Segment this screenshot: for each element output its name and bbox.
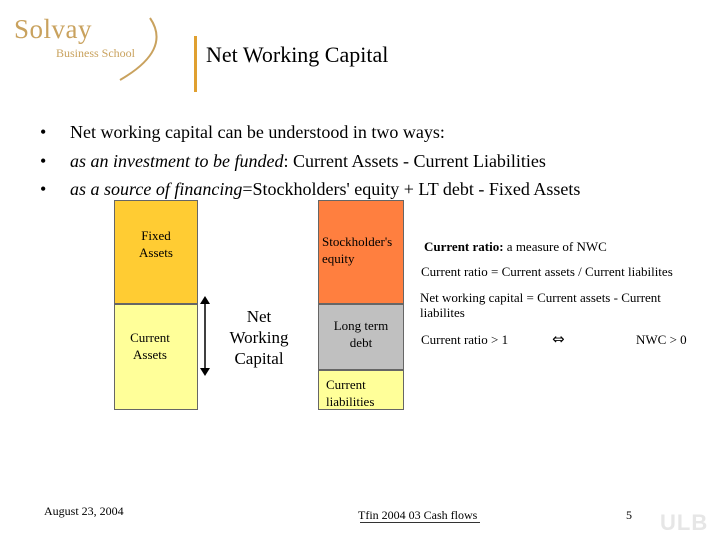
bullet-item bbox=[40, 147, 580, 176]
nwc-double-arrow bbox=[198, 296, 212, 376]
title-accent-bar bbox=[194, 36, 197, 92]
bullet-italic: as an investment to be funded bbox=[70, 150, 284, 171]
nwc-formula: Net working capital = Current assets - Current liabilites bbox=[420, 290, 661, 320]
bullet-dot: • bbox=[40, 122, 47, 142]
bullet-text: =Stockholders' equity + LT debt - Fixed Assets bbox=[242, 179, 581, 199]
bullet-item bbox=[40, 118, 580, 147]
nwc-label: Net Working Capital bbox=[229, 307, 289, 368]
current-assets-label: Current Assets bbox=[130, 330, 170, 362]
bullet-text: : Current Assets - Current Liabilities bbox=[283, 150, 546, 171]
logo-subtitle: Business School bbox=[56, 46, 136, 60]
logo-name: Solvay bbox=[14, 14, 93, 44]
slide-title: Net Working Capital bbox=[206, 42, 389, 67]
current-liabilities-label: Current liabilities bbox=[326, 377, 375, 409]
current-ratio-desc: a measure of NWC bbox=[503, 239, 607, 254]
condition-left: Current ratio > 1 bbox=[421, 332, 509, 347]
current-ratio-heading bbox=[424, 239, 607, 255]
equivalence-icon: ⇔ bbox=[552, 330, 565, 348]
bullet-list bbox=[40, 118, 580, 204]
current-ratio-bold: Current ratio: bbox=[424, 239, 504, 254]
bullet-dot: • bbox=[40, 179, 47, 199]
page-number: 5 bbox=[626, 508, 632, 522]
bullet-text: Net working capital can be understood in two ways: bbox=[70, 122, 445, 142]
footer-divider bbox=[360, 522, 480, 523]
ulb-logo: ULB bbox=[660, 510, 709, 535]
bullet-dot: • bbox=[40, 150, 47, 171]
footer-file: Tfin 2004 03 Cash flows bbox=[358, 508, 478, 522]
long-term-debt-label: Long term debt bbox=[333, 318, 389, 350]
fixed-assets-label: Fixed Assets bbox=[139, 228, 173, 260]
footer-date: August 23, 2004 bbox=[44, 504, 124, 518]
current-ratio-formula: Current ratio = Current assets / Current liabilites bbox=[421, 264, 673, 279]
bullet-italic: as a source of financing bbox=[70, 179, 243, 199]
condition-right: NWC > 0 bbox=[636, 332, 687, 347]
stockholders-equity-label: Stockholder's equity bbox=[322, 234, 393, 266]
